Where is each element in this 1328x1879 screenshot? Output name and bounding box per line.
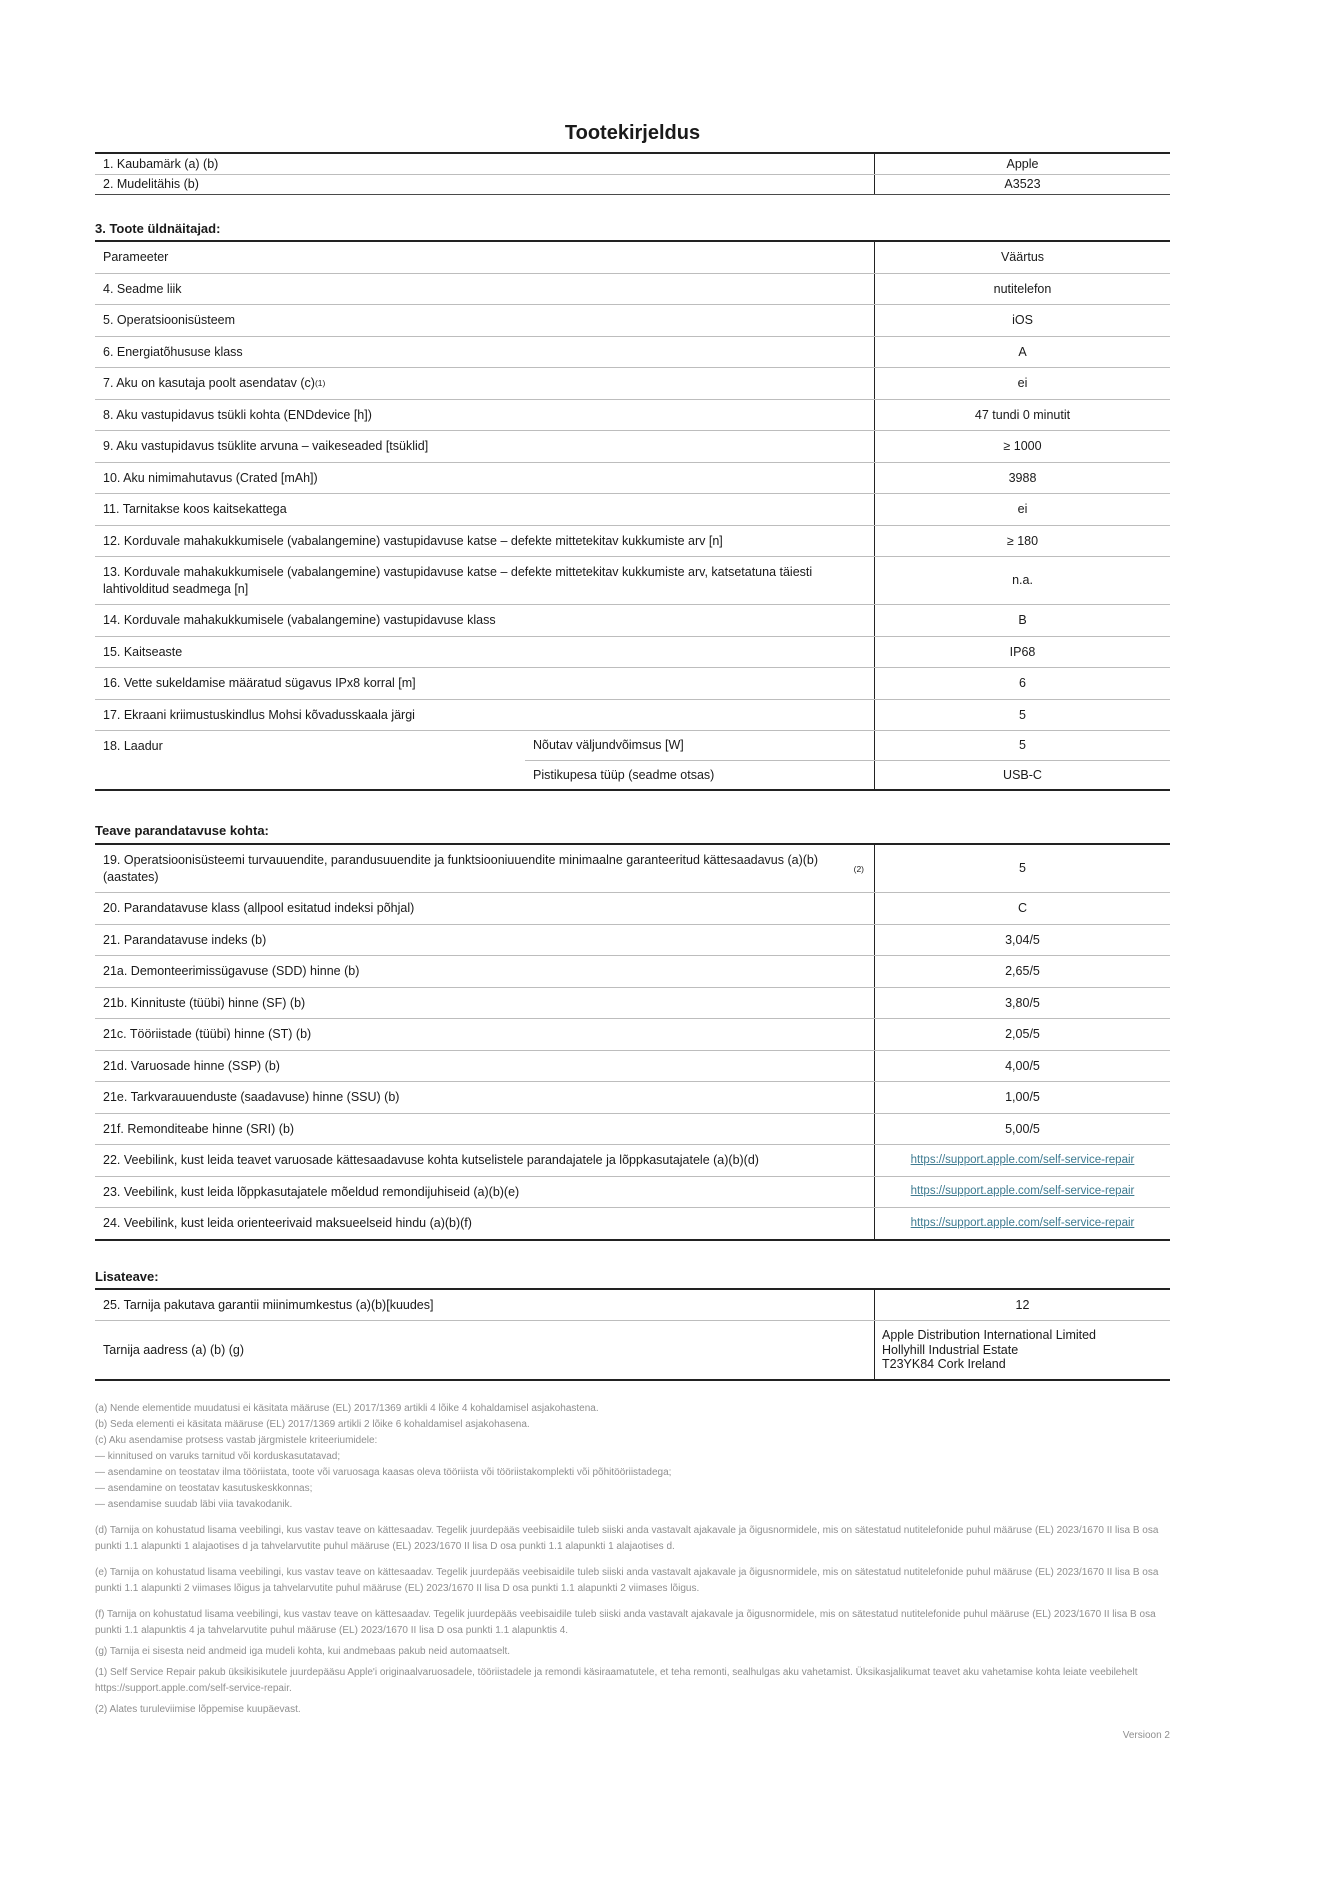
row-value: C: [874, 893, 1170, 924]
row-label: 21a. Demonteerimissügavuse (SDD) hinne (b): [103, 964, 360, 978]
charger-sub-row: [525, 731, 1170, 761]
table-row: [95, 668, 1170, 700]
table-row: [95, 1177, 1170, 1209]
value-link[interactable]: https://support.apple.com/self-service-repair: [910, 1216, 1135, 1229]
row-value: iOS: [874, 305, 1170, 336]
footnote: — asendamine on teostatav ilma tööriistata, toote või varuosaga kaasas oleva tööriista või tööriistakomplekti või põhitööriistadega;: [95, 1466, 672, 1478]
row-value: A: [874, 337, 1170, 368]
address-line: Apple Distribution International Limited: [882, 1328, 1097, 1342]
table-row: [95, 893, 1170, 925]
table-row: [95, 557, 1170, 605]
row-value: 47 tundi 0 minutit: [874, 400, 1170, 431]
footnote: (e) Tarnija on kohustatud lisama veebilingi, kus vastav teave on kättesaadav. Tegelik juurdepääs veebisaidile tuleb siiski anda vastavalt ajakavale ja õigusnormidele, mis on sätestatud nutitelefonide puhul määruse (EL) 2023/1670 II lisa B osa punkti 1.1 alapunkti 2 viimases lõigus ja tahvelarvutite puhul määruse (EL) 2023/1670 II lisa D osa punkti 1.1 alapunkti 2 viimases lõigus.: [95, 1566, 1159, 1594]
value-link[interactable]: https://support.apple.com/self-service-repair: [910, 1153, 1135, 1166]
row-label: 21b. Kinnituste (tüübi) hinne (SF) (b): [103, 995, 306, 1010]
row-value: ei: [874, 368, 1170, 399]
row-label: 24. Veebilink, kust leida orienteerivaid maksueelseid hindu (a)(b)(f): [103, 1216, 472, 1230]
table-row: [95, 1019, 1170, 1051]
section-heading-general: 3. Toote üldnäitajad:: [95, 221, 221, 236]
row-value: [874, 1145, 1170, 1176]
row-label: 10. Aku nimimahutavus (Crated [mAh]): [103, 470, 318, 485]
row-label: Tarnija aadress (a) (b) (g): [103, 1342, 245, 1357]
row-value: USB-C: [874, 761, 1170, 790]
row-label: 14. Korduvale mahakukkumisele (vabalangemine) vastupidavuse klass: [103, 613, 496, 627]
value-link[interactable]: https://support.apple.com/self-service-repair: [910, 1185, 1135, 1198]
row-label: 21. Parandatavuse indeks (b): [103, 932, 267, 947]
address-line: Hollyhill Industrial Estate: [882, 1342, 1019, 1357]
table-row: [95, 1114, 1170, 1146]
table-row: [95, 1321, 1170, 1379]
charger-sub-table: [525, 731, 1170, 789]
row-value: ei: [874, 494, 1170, 525]
row-value: 6: [874, 668, 1170, 699]
row-label: 21f. Remonditeabe hinne (SRI) (b): [103, 1121, 295, 1136]
row-value: 5: [874, 845, 1170, 892]
table-row: [95, 1145, 1170, 1177]
row-label: 23. Veebilink, kust leida lõppkasutajatele mõeldud remondijuhiseid (a)(b)(e): [103, 1184, 520, 1199]
table-row: [95, 494, 1170, 526]
footnote: (c) Aku asendamise protsess vastab järgmistele kriteeriumidele:: [95, 1434, 378, 1446]
row-label: 17. Ekraani kriimustuskindlus Mohsi kõvadusskaala järgi: [103, 707, 415, 722]
table-row: [95, 925, 1170, 957]
version-label: Versioon 2: [1122, 1729, 1170, 1741]
table-row: [95, 1208, 1170, 1239]
row-value: n.a.: [874, 557, 1170, 604]
row-label: 8. Aku vastupidavus tsükli kohta (ENDdevice [h]): [103, 407, 372, 422]
footnote: — kinnitused on varuks tarnitud või korduskasutatavad;: [95, 1450, 341, 1462]
row-label: 2. Mudelitähis (b): [103, 177, 199, 191]
row-label: 7. Aku on kasutaja poolt asendatav (c) (1): [103, 376, 326, 390]
footnote: (1) Self Service Repair pakub üksikisikutele juurdepääsu Apple'i originaalvaruosadele, tööriistadele ja remondi käsiraamatutele, et teha remonti, sealhulgas aku vahetamist. Üksikasjalikumat teavet aku vahetamise kohta leiate veebilehelt https://support.apple.com/self-service-repair.: [95, 1666, 1138, 1694]
section-heading-additional: Lisateave:: [95, 1268, 159, 1284]
table-row: [95, 845, 1170, 893]
table-row: [95, 154, 1170, 175]
table-row: [95, 368, 1170, 400]
row-label: 25. Tarnija pakutava garantii miinimumkestus (a)(b)[kuudes]: [103, 1297, 434, 1312]
row-label: 16. Vette sukeldamise määratud sügavus IPx8 korral [m]: [103, 676, 416, 690]
table-row: [95, 274, 1170, 306]
footnote: (b) Seda elementi ei käsitata määruse (EL) 2017/1369 artikli 2 lõike 6 kohaldamisel asjakohasena.: [95, 1418, 530, 1430]
row-label: 21c. Tööriistade (tüübi) hinne (ST) (b): [103, 1027, 312, 1041]
table-row: [95, 988, 1170, 1020]
row-label: 21e. Tarkvarauuenduste (saadavuse) hinne (SSU) (b): [103, 1090, 400, 1104]
table-row: [95, 463, 1170, 495]
row-value: Väärtus: [874, 242, 1170, 273]
row-value: 2,65/5: [874, 956, 1170, 987]
row-value: B: [874, 605, 1170, 636]
table-row: [95, 1051, 1170, 1083]
row-value: [874, 1177, 1170, 1208]
table-row: [95, 175, 1170, 195]
footnote: — asendamise suudab läbi viia tavakodanik.: [95, 1498, 293, 1510]
sub-row-label: Pistikupesa tüüp (seadme otsas): [533, 767, 715, 782]
table-row: [95, 637, 1170, 669]
row-value: 4,00/5: [874, 1051, 1170, 1082]
row-value: 2,05/5: [874, 1019, 1170, 1050]
row-label: 4. Seadme liik: [103, 281, 182, 296]
row-label: 6. Energiatõhususe klass: [103, 344, 243, 359]
row-label: 22. Veebilink, kust leida teavet varuosade kättesaadavuse kohta kutselistele parandajatele ja lõppkasutajatele (a)(b)(d): [103, 1153, 759, 1167]
row-value: ≥ 1000: [874, 431, 1170, 462]
footnotes: [95, 1401, 1175, 1718]
table-row: [95, 305, 1170, 337]
row-label: 13. Korduvale mahakukkumisele (vabalangemine) vastupidavuse katse – defekte mittetekitav kukkumiste arv, katsetatuna täiesti lahtivolditud seadmega [n]: [103, 565, 813, 596]
row-value: IP68: [874, 637, 1170, 668]
footnote: (f) Tarnija on kohustatud lisama veebilingi, kus vastav teave on kättesaadav. Tegelik juurdepääs veebisaidile tuleb siiski anda vastavalt ajakavale ja õigusnormidele, mis on sätestatud nutitelefonide puhul määruse (EL) 2023/1670 II lisa B osa punkti 1.1 alapunktis 4 ja tahvelarvutite puhul määruse (EL) 2023/1670 II lisa D osa punkti 1.1 alapunktis 4.: [95, 1608, 1156, 1636]
table-row: [95, 1082, 1170, 1114]
row-value: 5,00/5: [874, 1114, 1170, 1145]
row-value: [874, 1208, 1170, 1239]
row-label: Parameeter: [103, 250, 169, 264]
row-value: ≥ 180: [874, 526, 1170, 557]
footnote: (d) Tarnija on kohustatud lisama veebilingi, kus vastav teave on kättesaadav. Tegelik juurdepääs veebisaidile tuleb siiski anda vastavalt ajakavale ja õigusnormidele, mis on sätestatud nutitelefonide puhul määruse (EL) 2023/1670 II lisa B osa punkti 1.1 alapunkti 1 alajaotises d ja tahvelarvutite puhul määruse (EL) 2023/1670 II lisa D osa punkti 1.1 alapunkti 1 alajaotises d.: [95, 1524, 1159, 1552]
table-row: [95, 526, 1170, 558]
row-label: 9. Aku vastupidavus tsüklite arvuna – vaikeseaded [tsüklid]: [103, 439, 429, 453]
table-row: [95, 700, 1170, 732]
row-value: 1,00/5: [874, 1082, 1170, 1113]
row-value: 3988: [874, 463, 1170, 494]
footnote: (2) Alates turuleviimise lõppemise kuupäevast.: [95, 1703, 301, 1715]
row-value: 12: [874, 1290, 1170, 1321]
product-id-table: [95, 152, 1170, 195]
footnote: (a) Nende elementide muudatusi ei käsitata määruse (EL) 2017/1369 artikli 4 lõike 4 kohaldamisel asjakohastena.: [95, 1402, 599, 1414]
row-value: [874, 1321, 1170, 1379]
table-header-row: [95, 242, 1170, 274]
row-value: 3,04/5: [874, 925, 1170, 956]
row-value: 5: [874, 731, 1170, 760]
address-line: T23YK84 Cork Ireland: [882, 1357, 1006, 1371]
charger-sub-row: [525, 761, 1170, 790]
table-row: [95, 400, 1170, 432]
table-row: [95, 1290, 1170, 1322]
section-heading-repairability: Teave parandatavuse kohta:: [95, 823, 269, 838]
table-row: [95, 337, 1170, 369]
row-value: 5: [874, 700, 1170, 731]
row-value: 3,80/5: [874, 988, 1170, 1019]
repairability-table: [95, 843, 1170, 1241]
row-label: 21d. Varuosade hinne (SSP) (b): [103, 1058, 280, 1073]
additional-info-table: [95, 1288, 1170, 1381]
row-label: 20. Parandatavuse klass (allpool esitatud indeksi põhjal): [103, 901, 415, 915]
page-title: Tootekirjeldus: [564, 122, 701, 144]
table-row: [95, 431, 1170, 463]
table-row-charger: [95, 731, 1170, 789]
row-value: nutitelefon: [874, 274, 1170, 305]
general-parameters-table: [95, 240, 1170, 791]
row-label: 1. Kaubamärk (a) (b): [103, 156, 219, 171]
row-value: A3523: [874, 175, 1170, 195]
row-label: 5. Operatsioonisüsteem: [103, 313, 236, 327]
footnote: — asendamine on teostatav kasutuskeskkonnas;: [95, 1482, 313, 1494]
row-label: 15. Kaitseaste: [103, 644, 183, 659]
row-label: 11. Tarnitakse koos kaitsekattega: [103, 502, 287, 516]
table-row: [95, 956, 1170, 988]
row-value: Apple: [874, 154, 1170, 174]
table-row: [95, 605, 1170, 637]
sub-row-label: Nõutav väljundvõimsus [W]: [533, 738, 684, 752]
row-label: 19. Operatsioonisüsteemi turvauuendite, parandusuuendite ja funktsiooniuuendite minimaalne garanteeritud kättesaadavus (a)(b)(aastates) (2): [103, 853, 864, 884]
footnote: (g) Tarnija ei sisesta neid andmeid iga mudeli kohta, kui andmebaas pakub neid automaatselt.: [95, 1645, 511, 1657]
row-label: 12. Korduvale mahakukkumisele (vabalangemine) vastupidavuse katse – defekte mittetekitav kukkumiste arv [n]: [103, 533, 723, 548]
row-label: 18. Laadur: [103, 739, 163, 753]
